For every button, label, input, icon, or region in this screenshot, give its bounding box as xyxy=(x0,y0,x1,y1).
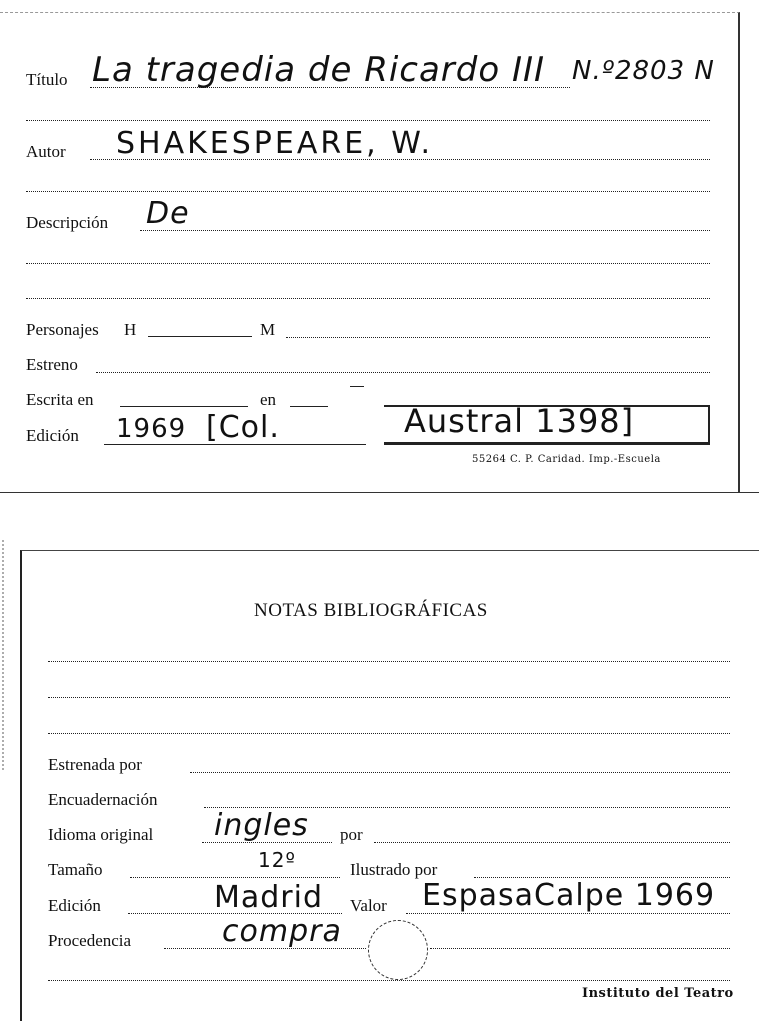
procedencia-line-2 xyxy=(430,948,730,949)
idioma-por-line xyxy=(374,842,730,843)
idioma-por-label: por xyxy=(340,825,363,844)
escrita-en-label: Escrita en xyxy=(26,390,94,409)
autor-value: SHAKESPEARE, W. xyxy=(116,126,433,161)
descripcion-line xyxy=(140,230,710,231)
blank-line xyxy=(26,263,710,264)
personajes-m-line xyxy=(286,337,710,338)
tick-mark xyxy=(350,386,364,387)
procedencia-value: compra xyxy=(222,914,342,949)
valor-line xyxy=(406,913,730,914)
blank-line xyxy=(26,298,710,299)
blank-line xyxy=(48,697,730,698)
institution-footer: Instituto del Teatro xyxy=(582,986,734,1001)
estrenada-por-label: Estrenada por xyxy=(48,755,142,774)
edicion-year-value: 1969 xyxy=(116,414,187,444)
tamano-line xyxy=(130,877,340,878)
escrita-en-line xyxy=(120,406,248,407)
ilustrado-por-label: Ilustrado por xyxy=(350,860,438,879)
scan-edge-speckle xyxy=(2,540,20,770)
stamp-circle xyxy=(368,920,428,980)
numero-value: N.º2803 N xyxy=(572,56,715,86)
escrita-en2-line xyxy=(290,406,328,407)
edicion-label: Edición xyxy=(26,426,79,445)
valor-label: Valor xyxy=(350,896,387,915)
blank-line xyxy=(48,980,730,981)
idioma-value: ingles xyxy=(214,808,309,843)
tamano-value: 12º xyxy=(258,848,296,872)
edicion-back-label: Edición xyxy=(48,896,101,915)
procedencia-label: Procedencia xyxy=(48,931,132,950)
blank-line xyxy=(26,191,710,192)
card-edge xyxy=(0,492,759,493)
personajes-h-line xyxy=(148,336,252,337)
autor-label: Autor xyxy=(26,142,66,161)
personajes-h-label: H xyxy=(124,320,137,339)
tamano-label: Tamaño xyxy=(48,860,103,879)
titulo-label: Título xyxy=(26,70,68,89)
catalog-card-back xyxy=(0,540,759,1028)
titulo-value: La tragedia de Ricardo III xyxy=(92,50,546,90)
notas-heading: NOTAS BIBLIOGRÁFICAS xyxy=(254,600,488,621)
edicion-lugar-value: Madrid xyxy=(214,880,324,915)
descripcion-label: Descripción xyxy=(26,213,109,232)
catalog-card-front xyxy=(0,0,759,495)
estreno-line xyxy=(96,372,710,373)
personajes-label: Personajes xyxy=(26,320,99,339)
idioma-original-label: Idioma original xyxy=(48,825,154,844)
editorial-value: EspasaCalpe 1969 xyxy=(422,878,716,913)
edicion-col-value: [Col. xyxy=(206,410,280,445)
personajes-m-label: M xyxy=(260,320,276,339)
edicion-coleccion-value: Austral 1398] xyxy=(404,402,635,440)
blank-line xyxy=(48,661,730,662)
estreno-label: Estreno xyxy=(26,355,78,374)
encuadernacion-label: Encuadernación xyxy=(48,790,158,809)
descripcion-value: De xyxy=(146,196,190,231)
blank-line xyxy=(26,120,710,121)
blank-line xyxy=(48,733,730,734)
printer-mark: 55264 C. P. Caridad. Imp.-Escuela xyxy=(472,454,661,465)
estrenada-por-line xyxy=(190,772,730,773)
escrita-en2-label: en xyxy=(260,390,277,409)
